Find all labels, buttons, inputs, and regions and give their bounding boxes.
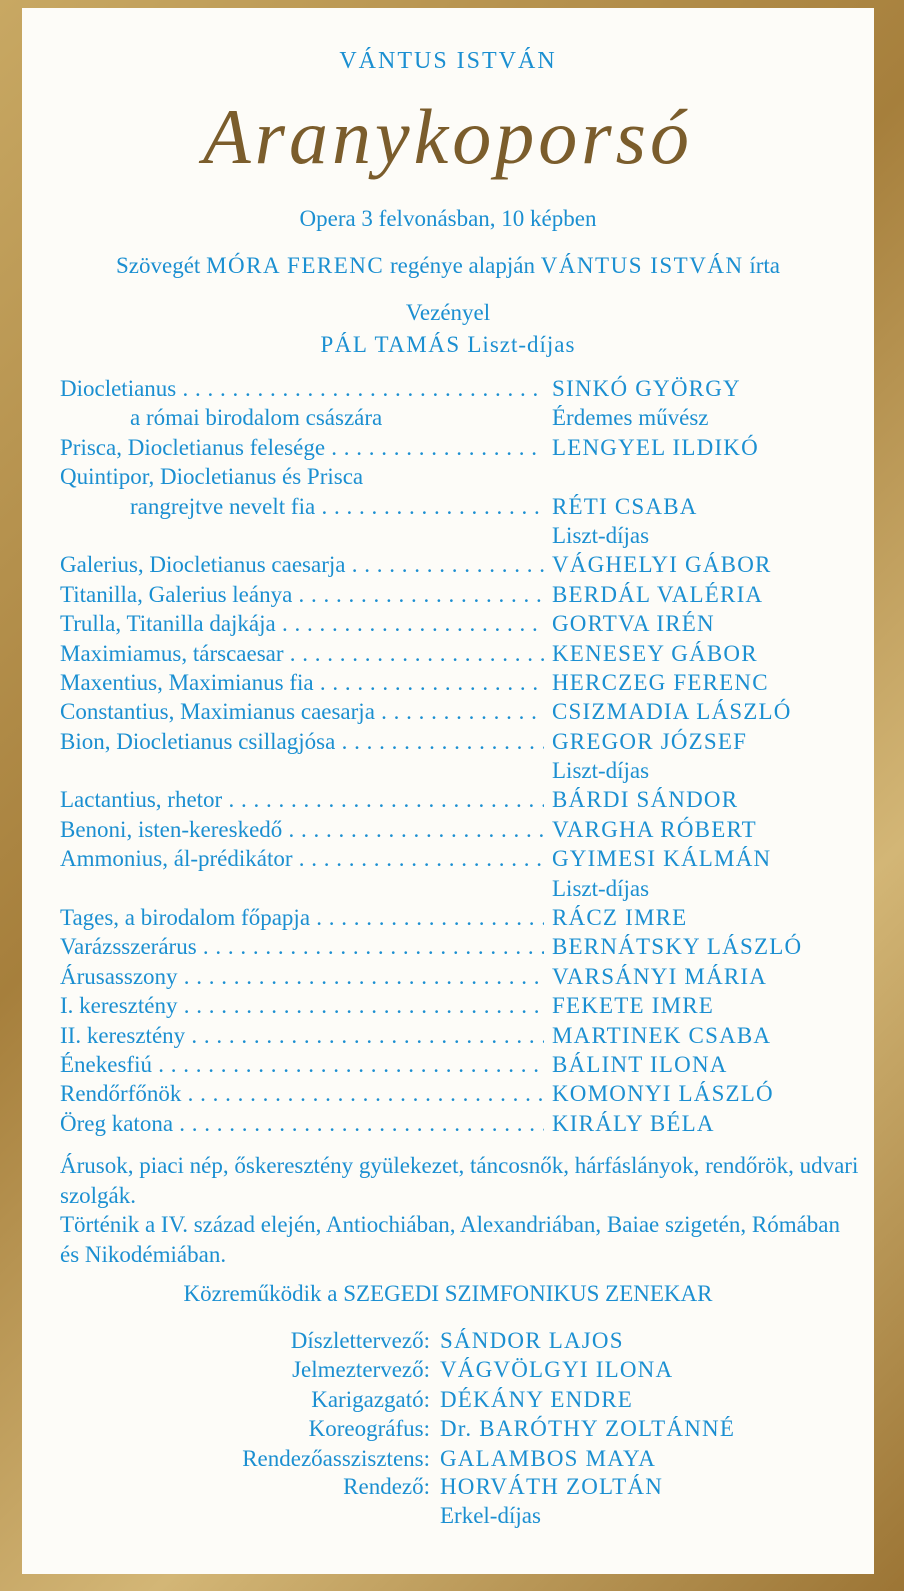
opera-title: Aranykoporsó [203,93,693,180]
cast-role: Tages, a birodalom főpapja . . . [60,905,544,931]
cast-actor: VARGHA RÓBERT [552,816,757,842]
cast-role: Ammonius, ál-prédikátor . . . [60,846,544,872]
cast-role: Galerius, Diocletianus caesarja . . . [60,552,544,578]
cast-row [60,405,860,434]
cast-role: Quintipor, Diocletianus és Prisca [60,464,364,490]
cast-actor: CSIZMADIA LÁSZLÓ [552,699,792,725]
cast-row [60,934,860,963]
cast-actor: Érdemes művész [552,405,709,431]
cast-role: Diocletianus . . . [60,376,544,402]
libretto-author: MÓRA FERENC [206,253,385,278]
cast-row [60,376,860,405]
cast-actor: LENGYEL ILDIKÓ [552,434,759,460]
cast-actor: KOMONYI LÁSZLÓ [552,1081,774,1107]
crew-row [22,1387,874,1416]
cast-row [60,464,860,493]
cast-row [60,641,860,670]
opera-subtitle: Opera 3 felvonásban, 10 képben [299,206,597,231]
production-notes [60,1151,860,1269]
cast-row [60,435,860,464]
cast-actor: Liszt-díjas [552,875,650,901]
cast-role: Titanilla, Galerius leánya . . . [60,582,544,608]
cast-row [60,1052,860,1081]
ensemble-note: Árusok, piaci nép, őskeresztény gyülekezet, táncosnők, hárfáslányok, rendőrök, udvari szolgák. [60,1153,859,1208]
crew-label: Koreográfus: [308,1416,430,1442]
conductor-credit [22,332,874,358]
cast-role: Énekesfiú . . . [60,1052,544,1078]
cast-row [60,699,860,728]
cast-role: rangrejtve nevelt fia . . . [130,494,544,520]
crew-name: SÁNDOR LAJOS [440,1328,624,1353]
crew-row [22,1503,874,1532]
crew-name: Dr. BARÓTHY ZOLTÁNNÉ [440,1416,736,1442]
cast-actor: VÁGHELYI GÁBOR [552,552,772,578]
cast-row [60,582,860,611]
conductor-name: PÁL TAMÁS [320,332,461,357]
cast-role: Öreg katona . . . [60,1111,544,1137]
crew-row [22,1446,874,1475]
crew-name: VÁGVÖLGYI ILONA [440,1357,674,1383]
cast-role: Árusasszony . . . [60,964,544,990]
crew-name: DÉKÁNY ENDRE [440,1386,634,1412]
crew-label: Díszlettervező: [290,1328,430,1353]
cast-actor: MARTINEK CSABA [552,1022,772,1048]
program-card [22,8,874,1574]
cast-role: Lactantius, rhetor . . . [60,787,544,813]
crew-row [22,1357,874,1386]
cast-role: Trulla, Titanilla dajkája . . . [60,611,544,637]
cast-actor: GREGOR JÓZSEF [552,728,748,754]
cast-row [60,1081,860,1110]
cast-row [60,787,860,816]
crew-row [22,1328,874,1357]
cast-row [60,1111,860,1140]
director-award: Erkel-díjas [440,1503,541,1529]
conductor-label: Vezényel [405,300,491,325]
libretto-prefix: Szövegét [116,253,201,278]
cast-actor: RÁCZ IMRE [552,905,688,931]
crew-row [22,1416,874,1445]
libretto-credit [22,253,874,279]
cast-actor: SINKÓ GYÖRGY [552,376,741,401]
director-credit [22,1474,874,1533]
director-label: Rendező: [343,1474,430,1499]
cast-row [60,729,860,758]
cast-role: Benoni, isten-kereskedő . . . [60,817,544,843]
director-name: HORVÁTH ZOLTÁN [440,1474,664,1499]
cast-actor: KIRÁLY BÉLA [552,1110,715,1136]
cast-actor: RÉTI CSABA [552,493,698,519]
libretto-writer: VÁNTUS ISTVÁN [540,253,744,278]
cast-row [60,846,860,875]
cast-role: I. keresztény . . . [60,993,544,1019]
crew-row [22,1474,874,1503]
cast-actor: GYIMESI KÁLMÁN [552,846,772,872]
cast-actor: BÁRDI SÁNDOR [552,787,739,813]
libretto-middle: regénye alapján [390,253,535,278]
cast-actor: BERNÁTSKY LÁSZLÓ [552,934,803,960]
cast-row [60,876,860,905]
crew-label: Jelmeztervező: [292,1357,430,1383]
crew-name: GALAMBOS MAYA [440,1445,657,1471]
cast-row [60,552,860,581]
cast-row [60,964,860,993]
orchestra-credit: Közreműködik a SZEGEDI SZIMFONIKUS ZENEKAR [183,1281,713,1306]
cast-actor: BERDÁL VALÉRIA [552,581,764,607]
cast-role: Rendőrfőnök . . . [60,1081,544,1107]
cast-role: Bion, Diocletianus csillagjósa . . . [60,729,544,755]
cast-list [60,376,860,1140]
cast-actor: VARSÁNYI MÁRIA [552,963,768,989]
libretto-suffix: írta [749,253,780,278]
cast-row [60,670,860,699]
cast-role: Constantius, Maximianus caesarja . . . [60,699,544,725]
cast-role: II. keresztény . . . [60,1023,544,1049]
cast-role: a római birodalom császára [130,405,383,431]
composer-name: VÁNTUS ISTVÁN [339,48,557,74]
cast-actor: FEKETE IMRE [552,993,715,1019]
cast-actor: GORTVA IRÉN [552,611,715,637]
cast-role: Varázsszerárus . . . [60,934,544,960]
cast-row [60,993,860,1022]
cast-row [60,817,860,846]
cast-actor: HERCZEG FERENC [552,669,769,695]
cast-actor: BÁLINT ILONA [552,1051,728,1077]
cast-role: Maximiamus, társcaesar . . . [60,641,544,667]
conductor-award: Liszt-díjas [467,332,576,357]
cast-role: Prisca, Diocletianus felesége . . . [60,435,544,461]
cast-actor: Liszt-díjas [552,758,650,784]
cast-role: Maxentius, Maximianus fia . . . [60,670,544,696]
cast-row [60,494,860,523]
cast-row [60,905,860,934]
cast-row [60,523,860,552]
cast-row [60,758,860,787]
crew-label: Karigazgató: [311,1386,430,1412]
cast-actor: Liszt-díjas [552,522,650,548]
cast-row [60,1023,860,1052]
crew-list [22,1328,874,1475]
cast-actor: KENESEY GÁBOR [552,640,758,666]
crew-label: Rendezőasszisztens: [242,1445,430,1471]
cast-row [60,611,860,640]
setting-note: Történik a IV. század elején, Antiochiában, Alexandriában, Baiae szigetén, Rómában és Nikodémiában. [60,1212,841,1267]
